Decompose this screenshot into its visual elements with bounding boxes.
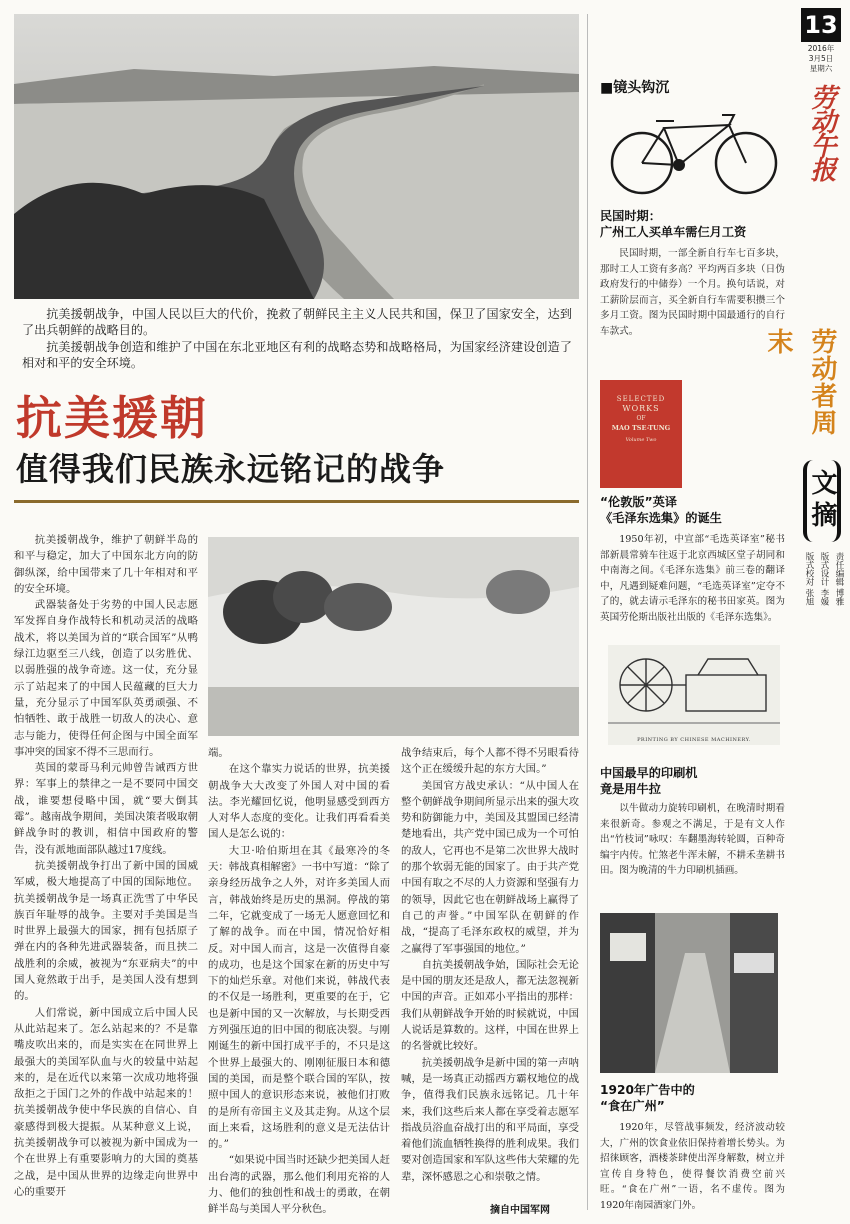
photo-caption-line: 抗美援朝战争创造和维护了中国在东北亚地区有利的战略态势和战略格局，为国家经济建设创造了相对和平的安全环境。 xyxy=(22,339,572,371)
mao-book-cover xyxy=(600,380,682,488)
bicycle-image xyxy=(604,103,784,198)
paper-name-logo: 劳动午报 xyxy=(806,84,836,180)
section-subtitle: 文摘 xyxy=(807,469,837,533)
story2-heading xyxy=(600,494,785,526)
story3-body xyxy=(600,801,785,879)
photo-caption xyxy=(22,306,572,372)
editor-credit-line: 版式校对 张旭 xyxy=(804,552,814,606)
printing-press-illustration xyxy=(608,645,780,731)
column-divider xyxy=(587,14,588,1210)
guangzhou-street-photo xyxy=(600,913,778,1073)
article-paragraph: 在这个靠实力说话的世界，抗美援朝战争大大改变了外国人对中国的看法。李光耀回忆说，他明显感受到西方人对华人态度的变化。让我们再看看美国人是怎么说的： xyxy=(208,763,390,841)
page-number: 13 xyxy=(801,8,841,42)
article-column-3 xyxy=(401,745,579,1185)
article-column-1 xyxy=(14,532,198,1200)
article-paragraph: 自抗美援朝战争始，国际社会无论是中国的朋友还是敌人，都无法忽视新中国的声音。正如邓小平指出的那样：我们从朝鲜战争开始的时候就说，中国人说话是算数的。这样，中国在世界上的名誉就比较好。 xyxy=(401,958,579,1053)
street-illustration xyxy=(600,913,778,1073)
issue-date-day: 3月5日 xyxy=(808,54,834,63)
story3-heading-line: 竟是用牛拉 xyxy=(600,782,661,796)
story2-body xyxy=(600,532,785,625)
story3-heading-line: 中国最早的印刷机 xyxy=(600,766,698,780)
story1-body xyxy=(600,246,785,339)
editor-credit-line: 版式设计 李媛 xyxy=(819,552,829,606)
article-paragraph: 美国官方战史承认：“从中国人在整个朝鲜战争期间所显示出来的强大攻势和防御能力中，美国及其盟国已经清楚地看出，共产党中国已成为一个可怕的敌人，它再也不是第二次世界大战时的那个软弱无能的国家了。由于共产党中国有取之不尽的人力资源和坚强有力的领导，因此它也在朝鲜战场上赢得了自己的声誉。”中国军队在朝鲜的作战，“提高了毛泽东政权的威望，并为之赢得了军事强国的地位。” xyxy=(401,779,579,955)
story4-heading-line: 1920年广告中的 xyxy=(600,1083,695,1097)
article-column-2 xyxy=(208,745,390,1218)
story4-heading xyxy=(600,1082,785,1114)
book-cover-line: OF xyxy=(636,415,646,422)
book-cover-line: MAO TSE-TUNG xyxy=(611,424,671,432)
article-paragraph: 大卫·哈伯斯坦在其《最寒冷的冬天：韩战真相解密》一书中写道：“除了亲身经历战争之人外，对许多美国人而言，韩战始终是历史的黑洞。停战的第二年，它就变成了一场无人愿意回忆和了解的战争。而在中国，情况恰好相反。对中国人而言，这是一次值得自豪的成功，也是这个国家在新的历史中写下的灿烂乐章。对他们来说，韩战代表的不仅是一场胜利，更重要的在于，它也是新中国的又一次解放，与长期受西方列强压迫的旧中国的彻底决裂。与刚刚诞生的新中国打成平手的，不只是这个世界上最强大的、刚刚征服日本和德国的美国，而是整个联合国的军队，按照中国人的意识形态来说，被他们打败的是所有帝国主义及其走狗。从这个层面上来看，这场胜利的意义是无法估计的。” xyxy=(208,844,390,1151)
story1-paragraph: 民国时期，一部全新自行车七百多块，那时工人工资有多高？平均两百多块（日伪政府发行的中储券）一个月。换句话说，对工薪阶层而言，买全新自行车需要积攒三个多月工资。图为民国时期中国最通行的自行车款式。 xyxy=(600,248,785,337)
story3-heading xyxy=(600,765,785,797)
editor-credit-line: 责任编辑 博雅 xyxy=(834,552,844,606)
section-title: 劳动者周末 xyxy=(763,328,837,436)
article-paragraph: 抗美援朝战争打出了新中国的国威军威，极大地提高了中国的国际地位。抗美援朝战争是一场真正洗雪了中华民族百年耻辱的战争。主要对手美国是当时世界上最强大的国家，拥有包括原子弹在内的各种先进武器装备，而且挟二战胜利的余威，被视为“东亚病夫”的中国人竟然敢于出手，是美国人没有想到的。 xyxy=(14,859,198,1003)
headline-sub: 值得我们民族永远铭记的战争 xyxy=(16,450,446,488)
story2-heading-line: 《毛泽东选集》的诞生 xyxy=(600,511,722,525)
article-source: 摘自中国军网 xyxy=(490,1205,550,1216)
bicycle-icon xyxy=(604,103,784,198)
article-paragraph: 抗美援朝战争，维护了朝鲜半岛的和平与稳定，加大了中国东北方向的防御纵深，给中国带来了几十年相对和平的安全环境。 xyxy=(14,534,198,595)
article-paragraph: 人们常说，新中国成立后中国人民从此站起来了。怎么站起来的？不是靠嘴皮吹出来的，而是实实在在同世界上最强大的美国军队血与火的较量中站起来的，是在近代以来第一次成功地将强敌拒之于国门之外的作战中站起来的！抗美援朝战争使中华民族的自信心、自豪感得到极大提振。从某种意义上说，抗美援朝战争可以被视为新中国成为一个在世界上有重要影响力的大国的奠基之战，是中国从世界的边缘走向世界中心的重要开 xyxy=(14,1006,198,1198)
story1-heading xyxy=(600,208,785,240)
story4-body xyxy=(600,1120,785,1213)
story2-paragraph: 1950年初，中宣部“毛选英译室”秘书部新晨常骑车往返于北京西城区堂子胡同和中南海之间。《毛泽东选集》前三卷的翻译中，凡遇到疑难问题，“毛选英译室”定夺不了的，就去请示毛泽东的秘书田家英。图为英国劳伦斯出版社出版的《毛泽东选集》。 xyxy=(600,534,785,623)
printing-press-engraving xyxy=(608,645,780,745)
headline-main: 抗美援朝 xyxy=(16,391,208,445)
article-paragraph: “如果说中国当时还缺少把美国人赶出台湾的武器，那么他们利用充裕的人力、他们的独创性和战士的勇敢，在朝鲜半岛与美国人平分秋色。 xyxy=(208,1154,390,1216)
article-paragraph: 抗美援朝战争是新中国的第一声呐喊，是一场真正动摇西方霸权地位的战争，值得我们民族永远铭记。几十年来，我们这些后来人都在享受着志愿军指战员浴血奋战打出的和平局面，享受着他们流血牺牲换得的胜利成果。我们要对创造国家和军队这些伟大荣耀的先辈，深怀感恩之心和崇敬之情。 xyxy=(401,1056,579,1183)
book-cover-line: WORKS xyxy=(622,404,660,413)
story1-heading-line: 广州工人买单车需仨月工资 xyxy=(600,225,747,239)
story3-paragraph: 以牛做动力旋转印刷机，在晚清时期看来很新奇。参观之不满足，于是有文人作出“竹枝词”咏叹：车翻墨海转轮圆，百种奇编宇内传。忙煞老牛浑未解，不耕禾垄耕书田。图为晚清的牛力印刷机插画。 xyxy=(600,803,785,876)
story4-paragraph: 1920年，尽管战事频发，经济波动较大，广州的饮食业依旧保持着增长势头。为招徕顾客，酒楼茶肆使出浑身解数，树立并宣传自身特色，使得餐饮消费空前兴旺。“食在广州”一语，名不虚传。图为1920年南园酒家门外。 xyxy=(600,1122,785,1211)
photo-caption-line: 抗美援朝战争，中国人民以巨大的代价，挽救了朝鲜民主主义人民共和国，保卫了国家安全，达到了出兵朝鲜的战略目的。 xyxy=(22,307,572,338)
sidebar-column-title: ■镜头钩沉 xyxy=(600,80,670,96)
issue-date xyxy=(799,44,843,74)
engraving-caption: PRINTING BY CHINESE MACHINERY. xyxy=(637,737,751,743)
headline-rule xyxy=(14,500,579,503)
book-cover-line: SELECTED xyxy=(616,395,666,403)
article-paragraph: 端。 xyxy=(208,747,229,759)
story1-heading-line: 民国时期： xyxy=(600,209,661,223)
battle-illustration xyxy=(208,537,579,736)
editor-credits xyxy=(795,552,845,652)
article-paragraph: 英国的蒙哥马利元帅曾告诫西方世界：军事上的禁律之一是不要同中国交战，谁要想侵略中国，就“要大倒其霉”。越南战争期间，美国决策者吸取朝鲜战争时的教训，相信中国政府的警告，没有派地面部队越过17度线。 xyxy=(14,762,198,856)
troops-march-illustration xyxy=(14,14,579,299)
issue-weekday: 星期六 xyxy=(809,64,833,73)
story2-heading-line: “伦敦版”英译 xyxy=(600,495,677,509)
battle-photo xyxy=(208,537,579,736)
book-cover-line: Volume Two xyxy=(625,437,657,443)
article-paragraph: 战争结束后，每个人都不得不另眼看待这个正在缓缓升起的东方大国。” xyxy=(401,747,579,776)
article-paragraph: 武器装备处于劣势的中国人民志愿军发挥自身作战特长和机动灵活的战略战术，将以美国为首的“联合国军”从鸭绿江边驱至三八线，创造了以劣胜优、以弱胜强的战争奇迹。这一仗，充分显示了站起来了的中国人民蕴藏的巨大力量，充分显示了中国军队英勇顽强、不怕牺牲、敢于战胜一切敌人的决心、意志与能力，使得任何企图与中国全面军事冲突的国家不得不三思而行。 xyxy=(14,599,198,758)
troops-march-photo xyxy=(14,14,579,299)
story4-heading-line: “食在广州” xyxy=(600,1099,665,1113)
issue-date-year: 2016年 xyxy=(807,44,835,53)
